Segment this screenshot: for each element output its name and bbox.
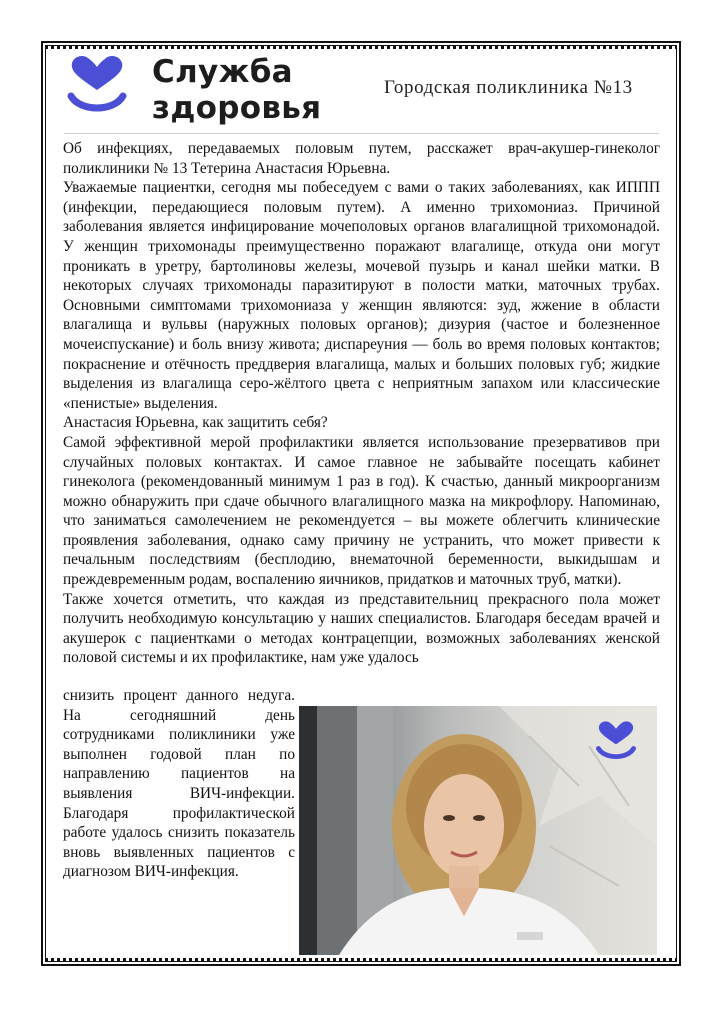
heart-smile-logo-icon [66,54,128,116]
article-wrapped-text [63,686,295,882]
heart-smile-watermark-icon [595,720,637,762]
article-paragraph: Также хочется отметить, что каждая из представительниц прекрасного пола может получить необходимую консультацию у наших специалистов. Благодаря беседам врачей и акушерок с пациентками о методах контрацепции, возможных заболеваниях женской половой системы и их профилактике, нам уже удалось [63,590,660,667]
article-body [63,139,660,668]
frame-dash-bottom [45,958,677,962]
frame-dash-top [45,45,677,49]
article-intro: Об инфекциях, передаваемых половым путем, расскажет врач-акушер-гинеколог поликлиники № 13 Тетерина Анастасия Юрьевна. [63,140,660,177]
brand-name [152,54,321,126]
header-divider [64,133,659,134]
article-paragraph: Уважаемые пациентки, сегодня мы побеседуем с вами о таких заболеваниях, как ИППП (инфекции, передающиеся половым путем). А именно трихомониаз. Причиной заболевания является инфицирование мочеполовых органов влагалищной трихомонадой. У женщин трихомонады преимущественно поражают влагалище, откуда они могут проникать в уретру, бартолиновы железы, мочевой пузырь и канал шейки матки. В некоторых случаях трихомонады паразитируют в полости матки, маточных трубах. Основными симптомами трихомониаза у женщин являются: зуд, жжение в области влагалища и вульвы (наружных половых органов); дизурия (частое и болезненное мочеиспускание) и боль внизу живота; диспареуния — боль во время половых контактов; покраснение и отёчность преддверия влагалища, малых и больших половых губ; жидкие выделения из влагалища серо-жёлтого цвета с неприятным запахом или классические «пенистые» выделения. [63,179,660,412]
article-paragraph-wrap: снизить процент данного недуга. На сегодняшний день сотрудниками поликлиники уже выполнен годовой план по направлению пациентов на выявления ВИЧ-инфекции. Благодаря профилактической работе удалось снизить показатель вновь выявленных пациентов с диагнозом ВИЧ-инфекция. [63,687,295,881]
clinic-name: Городская поликлиника №13 [384,77,633,98]
article-question: Анастасия Юрьевна, как защитить себя? [63,414,328,432]
doctor-photo [299,706,657,955]
brand-line-2: здоровья [152,90,322,126]
brand-line-1: Служба [152,54,293,90]
article-paragraph: Самой эффективной мерой профилактики является использование презервативов при случайных половых контактах. И самое главное не забывайте посещать кабинет гинеколога (рекомендованный минимум 1 раз в год). К счастью, данный микроорганизм можно обнаружить при сдаче обычного влагалищного мазка на микрофлору. Напоминаю, что заниматься самолечением не рекомендуется – вы можете облегчить клинические проявления заболевания, однако саму причину не устранить, что может привести к печальным последствиям (бесплодию, внематочной беременности, выкидышам и преждевременным родам, воспалению яичников, придатков и маточных труб, матки). [63,433,660,589]
